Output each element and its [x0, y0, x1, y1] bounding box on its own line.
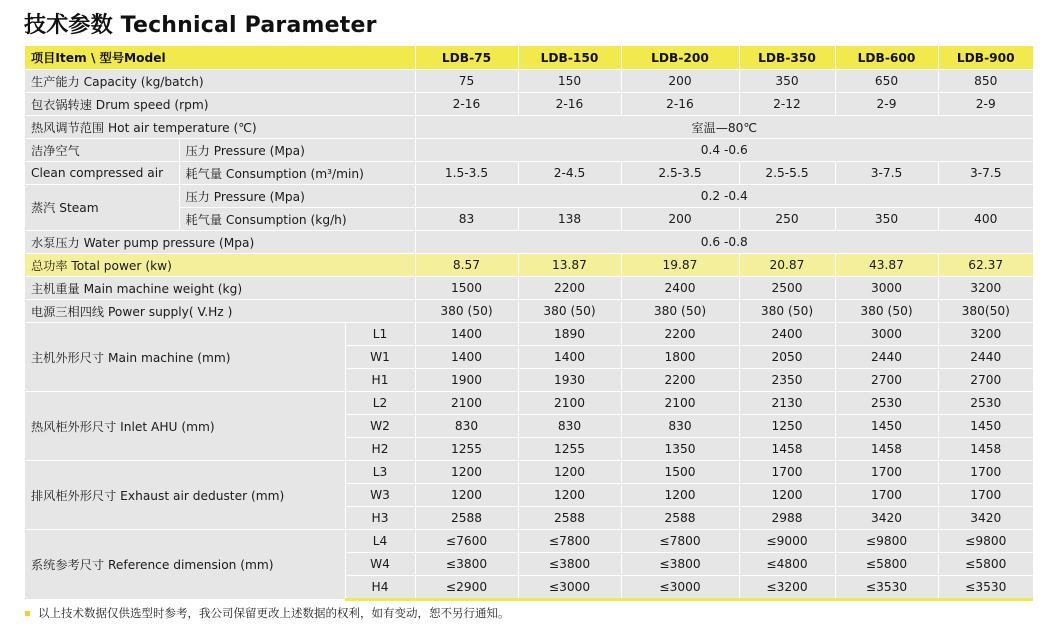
- value-cell: 200: [621, 208, 739, 231]
- footnote-bullet-icon: [25, 611, 30, 616]
- value-cell: 380 (50): [621, 300, 739, 323]
- dimension-code: W3: [345, 484, 415, 507]
- value-cell: 13.87: [518, 254, 621, 277]
- value-cell: 1450: [835, 415, 938, 438]
- value-cell: 2440: [835, 346, 938, 369]
- value-cell: 3200: [938, 323, 1033, 346]
- model-header-ldb-350: LDB-350: [739, 46, 835, 70]
- value-cell: 1930: [518, 369, 621, 392]
- dimension-group-label: 系统参考尺寸 Reference dimension (mm): [25, 530, 345, 600]
- page-title: 技术参数 Technical Parameter: [24, 13, 377, 38]
- value-cell: 19.87: [621, 254, 739, 277]
- value-cell: 2-16: [518, 93, 621, 116]
- value-cell: 1458: [835, 438, 938, 461]
- value-cell: 1350: [621, 438, 739, 461]
- value-cell: 3420: [835, 507, 938, 530]
- value-cell: 1255: [415, 438, 518, 461]
- model-header-ldb-150: LDB-150: [518, 46, 621, 70]
- value-cell: ≤3200: [739, 576, 835, 600]
- row-drum_speed: [25, 93, 1033, 116]
- row-label-capacity: 生产能力 Capacity (kg/batch): [25, 70, 415, 93]
- value-cell: 1255: [518, 438, 621, 461]
- dimension-group-label: 排风柜外形尺寸 Exhaust air deduster (mm): [25, 461, 345, 530]
- sub-label-consumption: 耗气量 Consumption (m³/min): [179, 162, 415, 185]
- value-cell: 350: [739, 70, 835, 93]
- value-cell: 2-16: [415, 93, 518, 116]
- value-cell: 2440: [938, 346, 1033, 369]
- value-cell: 2588: [621, 507, 739, 530]
- value-cell: 2-12: [739, 93, 835, 116]
- value-cell: ≤9800: [938, 530, 1033, 553]
- dimension-row: [25, 323, 1033, 346]
- row-label-total_power: 总功率 Total power (kw): [25, 254, 415, 277]
- value-cell: 1700: [835, 461, 938, 484]
- value-cell: 1900: [415, 369, 518, 392]
- value-cell: 2-9: [938, 93, 1033, 116]
- model-header-ldb-75: LDB-75: [415, 46, 518, 70]
- value-cell: 43.87: [835, 254, 938, 277]
- value-cell: ≤3800: [518, 553, 621, 576]
- item-model-header: 项目Item \ 型号Model: [25, 46, 415, 70]
- row-label-hot_air: 热风调节范围 Hot air temperature (℃): [25, 116, 415, 139]
- value-cell: 2988: [739, 507, 835, 530]
- value-cell: 2200: [518, 277, 621, 300]
- dimension-code: H1: [345, 369, 415, 392]
- row-compressed-air-pressure: [25, 139, 1033, 162]
- merged-value-cell: 室温—80℃: [415, 116, 1033, 139]
- value-cell: 1200: [518, 484, 621, 507]
- value-cell: ≤5800: [938, 553, 1033, 576]
- dimension-code: W1: [345, 346, 415, 369]
- sub-label-pressure: 压力 Pressure (Mpa): [179, 139, 415, 162]
- value-cell: 350: [835, 208, 938, 231]
- value-cell: 2350: [739, 369, 835, 392]
- value-cell: 2100: [415, 392, 518, 415]
- model-header-ldb-900: LDB-900: [938, 46, 1033, 70]
- value-cell: 3-7.5: [835, 162, 938, 185]
- dimension-group-label: 热风柜外形尺寸 Inlet AHU (mm): [25, 392, 345, 461]
- value-cell: 1458: [938, 438, 1033, 461]
- value-cell: 2130: [739, 392, 835, 415]
- sub-label-consumption: 耗气量 Consumption (kg/h): [179, 208, 415, 231]
- model-header-ldb-200: LDB-200: [621, 46, 739, 70]
- value-cell: 2-4.5: [518, 162, 621, 185]
- value-cell: 2530: [938, 392, 1033, 415]
- value-cell: 2530: [835, 392, 938, 415]
- merged-value-cell: 0.6 -0.8: [415, 231, 1033, 254]
- dimension-code: L1: [345, 323, 415, 346]
- footnote-text: 以上技术数据仅供选型时参考，我公司保留更改上述数据的权利，如有变动，恕不另行通知。: [38, 606, 510, 620]
- value-cell: 8.57: [415, 254, 518, 277]
- merged-value-cell: 0.4 -0.6: [415, 139, 1033, 162]
- value-cell: 2-9: [835, 93, 938, 116]
- value-cell: 2100: [518, 392, 621, 415]
- value-cell: 1500: [621, 461, 739, 484]
- row-total_power: [25, 254, 1033, 277]
- dimension-code: L4: [345, 530, 415, 553]
- value-cell: 850: [938, 70, 1033, 93]
- row-weight: [25, 277, 1033, 300]
- dimension-group-label: 主机外形尺寸 Main machine (mm): [25, 323, 345, 392]
- row-label-weight: 主机重量 Main machine weight (kg): [25, 277, 415, 300]
- dimension-code: L2: [345, 392, 415, 415]
- value-cell: 1400: [415, 346, 518, 369]
- value-cell: 2.5-5.5: [739, 162, 835, 185]
- value-cell: 62.37: [938, 254, 1033, 277]
- value-cell: 650: [835, 70, 938, 93]
- value-cell: 1450: [938, 415, 1033, 438]
- technical-parameter-table: [25, 46, 1033, 601]
- merged-value-cell: 0.2 -0.4: [415, 185, 1033, 208]
- row-label-drum_speed: 包衣锅转速 Drum speed (rpm): [25, 93, 415, 116]
- value-cell: 1700: [835, 484, 938, 507]
- row-water_pump: [25, 231, 1033, 254]
- value-cell: 830: [518, 415, 621, 438]
- value-cell: 2588: [415, 507, 518, 530]
- value-cell: ≤3800: [621, 553, 739, 576]
- value-cell: 380 (50): [835, 300, 938, 323]
- value-cell: 1890: [518, 323, 621, 346]
- value-cell: 1400: [518, 346, 621, 369]
- table-header-row: [25, 46, 1033, 70]
- value-cell: 2588: [518, 507, 621, 530]
- value-cell: 380(50): [938, 300, 1033, 323]
- value-cell: 1250: [739, 415, 835, 438]
- value-cell: 830: [415, 415, 518, 438]
- dimension-code: W4: [345, 553, 415, 576]
- value-cell: 1500: [415, 277, 518, 300]
- model-header-ldb-600: LDB-600: [835, 46, 938, 70]
- value-cell: 2200: [621, 323, 739, 346]
- value-cell: 2500: [739, 277, 835, 300]
- value-cell: ≤3530: [835, 576, 938, 600]
- value-cell: ≤9800: [835, 530, 938, 553]
- value-cell: 1700: [739, 461, 835, 484]
- dimension-code: W2: [345, 415, 415, 438]
- value-cell: 83: [415, 208, 518, 231]
- value-cell: 1800: [621, 346, 739, 369]
- row-steam-pressure: [25, 185, 1033, 208]
- value-cell: ≤4800: [739, 553, 835, 576]
- value-cell: 250: [739, 208, 835, 231]
- value-cell: 1200: [415, 484, 518, 507]
- value-cell: ≤7600: [415, 530, 518, 553]
- value-cell: 3420: [938, 507, 1033, 530]
- value-cell: 3000: [835, 323, 938, 346]
- value-cell: 1700: [938, 484, 1033, 507]
- row-compressed-air-consumption: [25, 162, 1033, 185]
- value-cell: ≤2900: [415, 576, 518, 600]
- value-cell: 2400: [739, 323, 835, 346]
- value-cell: 2200: [621, 369, 739, 392]
- row-label-compressed-air-en: Clean compressed air: [25, 162, 179, 185]
- value-cell: ≤3530: [938, 576, 1033, 600]
- value-cell: 380 (50): [739, 300, 835, 323]
- row-label-water_pump: 水泵压力 Water pump pressure (Mpa): [25, 231, 415, 254]
- value-cell: 400: [938, 208, 1033, 231]
- value-cell: 1400: [415, 323, 518, 346]
- value-cell: ≤9000: [739, 530, 835, 553]
- dimension-row: [25, 461, 1033, 484]
- value-cell: 2-16: [621, 93, 739, 116]
- row-capacity: [25, 70, 1033, 93]
- value-cell: 1.5-3.5: [415, 162, 518, 185]
- value-cell: ≤3800: [415, 553, 518, 576]
- value-cell: 2700: [835, 369, 938, 392]
- value-cell: 150: [518, 70, 621, 93]
- row-label-compressed-air-cn: 洁净空气: [25, 139, 179, 162]
- value-cell: 3200: [938, 277, 1033, 300]
- row-power_supply: [25, 300, 1033, 323]
- value-cell: 2100: [621, 392, 739, 415]
- value-cell: 3000: [835, 277, 938, 300]
- value-cell: 3-7.5: [938, 162, 1033, 185]
- row-label-power_supply: 电源三相四线 Power supply( V.Hz ): [25, 300, 415, 323]
- value-cell: 1700: [938, 461, 1033, 484]
- value-cell: 2400: [621, 277, 739, 300]
- value-cell: ≤3000: [518, 576, 621, 600]
- value-cell: ≤5800: [835, 553, 938, 576]
- dimension-row: [25, 392, 1033, 415]
- value-cell: 75: [415, 70, 518, 93]
- value-cell: 830: [621, 415, 739, 438]
- row-label-steam: 蒸汽 Steam: [25, 185, 179, 231]
- value-cell: 2700: [938, 369, 1033, 392]
- value-cell: 138: [518, 208, 621, 231]
- value-cell: ≤3000: [621, 576, 739, 600]
- value-cell: 1200: [621, 484, 739, 507]
- row-hot_air: [25, 116, 1033, 139]
- dimension-code: H2: [345, 438, 415, 461]
- value-cell: 200: [621, 70, 739, 93]
- footnote: [25, 605, 510, 621]
- value-cell: 1200: [739, 484, 835, 507]
- value-cell: ≤7800: [621, 530, 739, 553]
- dimension-code: H3: [345, 507, 415, 530]
- value-cell: 1200: [518, 461, 621, 484]
- value-cell: 1458: [739, 438, 835, 461]
- sub-label-pressure: 压力 Pressure (Mpa): [179, 185, 415, 208]
- dimension-row: [25, 530, 1033, 553]
- value-cell: 380 (50): [415, 300, 518, 323]
- value-cell: ≤7800: [518, 530, 621, 553]
- value-cell: 380 (50): [518, 300, 621, 323]
- value-cell: 1200: [415, 461, 518, 484]
- dimension-code: L3: [345, 461, 415, 484]
- value-cell: 2050: [739, 346, 835, 369]
- value-cell: 2.5-3.5: [621, 162, 739, 185]
- value-cell: 20.87: [739, 254, 835, 277]
- dimension-code: H4: [345, 576, 415, 600]
